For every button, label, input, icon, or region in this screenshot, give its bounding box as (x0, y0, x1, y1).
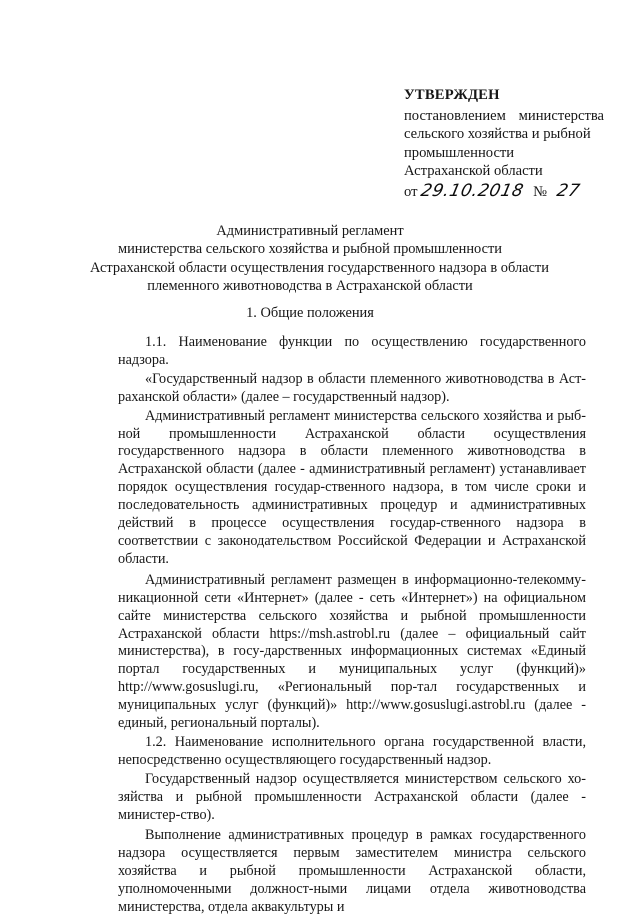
handwritten-number: 27 (554, 180, 582, 201)
section-heading: 1. Общие положения (246, 305, 374, 321)
paragraph: Выполнение административных процедур в рамках государственного надзора осуществляется первым заместителем министра сельского хозяйства и рыбной промышленности Астраханской области, уполномоченными должност-ными лицами отдела животноводства министерства, отдела аквакультуры и (118, 827, 586, 916)
approval-line-1 (404, 107, 604, 126)
approval-line-4: Астраханской области (404, 163, 543, 180)
document-title (90, 222, 549, 296)
document-title-line-1: Административный регламент (216, 223, 404, 239)
approval-line-1-left: постановлением (404, 107, 506, 124)
approval-line-3: промышленности (404, 144, 515, 161)
approval-line-2: сельского хозяйства и рыбной (404, 126, 591, 143)
approval-stamp-block (404, 86, 604, 202)
paragraph: «Государственный надзор в области племенного животноводства в Аст-раханской области» (далее – государственный надзор). (118, 370, 586, 405)
approval-number-sign: № (533, 183, 548, 200)
paragraph: Административный регламент министерства сельского хозяйства и рыб-ной промышленности Астраханской области осуществления государственного надзора в области племенного животноводства в Астраханской области (далее - административный регламент) устанавливает порядок осуществления государ-ственного надзора, в том числе сроки и последовательность административных процедур и административных действий в процессе осуществления государ-ственного надзора в соответствии с законодательством Российской Федерации и Астраханской области. (118, 407, 586, 567)
paragraph: Административный регламент размещен в информационно-телекомму-никационной сети «Интернет» (далее - сеть «Интернет») на официальном сайте министерства сельского хозяйства и рыбной промышленности Астраханской области https://msh.astrobl.ru (далее – официальный сайт министерства), в госу-дарственных информационных системах «Единый портал государственных и муниципальных услуг (функций)» http://www.gosuslugi.ru, «Региональный пор-тал государственных и муниципальных услуг (функций)» http://www.gosuslugi.astrobl.ru (далее - единый, региональный порталы). (118, 571, 586, 732)
document-title-line-4: племенного животноводства в Астраханской области (147, 278, 473, 295)
handwritten-date: 29.10.2018 (419, 180, 526, 201)
approval-line-1-right: министерства (518, 107, 604, 124)
paragraph: Государственный надзор осуществляется министерством сельского хо-зяйства и рыбной промышленности Астраханской области (далее - министер-ство). (118, 770, 586, 823)
approval-date-number (404, 182, 604, 202)
document-body (118, 334, 586, 918)
approval-title: УТВЕРЖДЕН (404, 87, 500, 103)
approval-date-prefix: от (404, 183, 418, 200)
document-title-line-3: Астраханской области осуществления государственного надзора в области (90, 259, 549, 276)
paragraph: 1.1. Наименование функции по осуществлению государственного надзора. (118, 334, 586, 368)
document-title-line-2: министерства сельского хозяйства и рыбной промышленности (118, 241, 502, 258)
paragraph: 1.2. Наименование исполнительного органа государственной власти, непосредственно осуществляющего государственный надзор. (118, 733, 586, 768)
